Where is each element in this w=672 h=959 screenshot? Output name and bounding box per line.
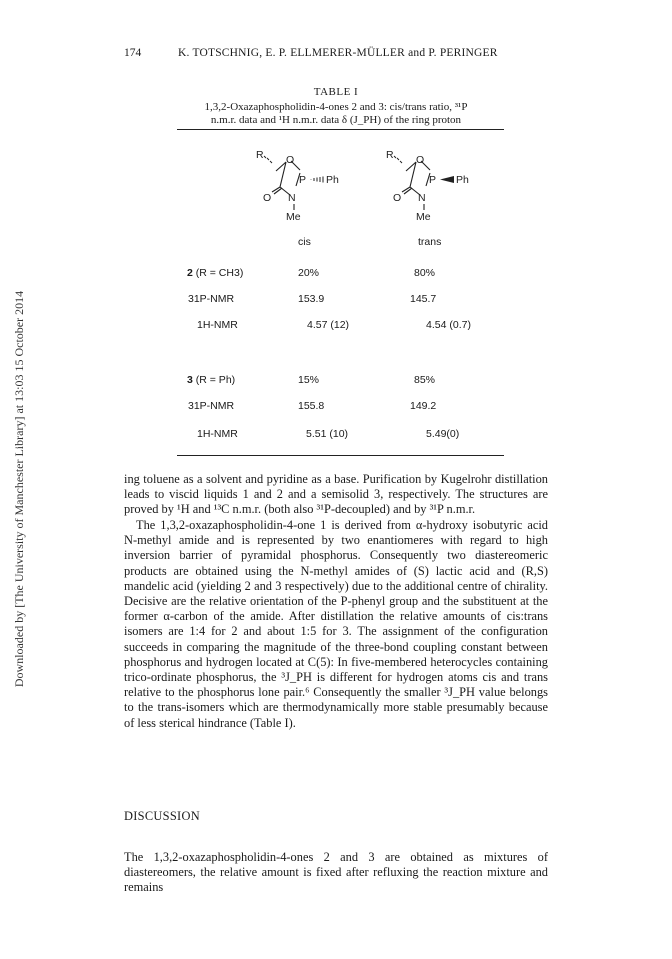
col-header-cis: cis: [298, 236, 311, 248]
paragraph-configuration-text: The 1,3,2-oxazaphospholidin-4-one 1 is derived from α-hydroxy isobutyric acid N-methyl amide and is represented by two enantiomeres with regard to high inversion barrier of pyramidal phosphorus. Consequently two diastereomeric products are obtained using the N-methyl amides of (S) lactic acid and (R,S) mandelic acid (yielding 2 and 3 respectively) due to the additional centre of chirality. Decisive are the relative orientation of the P-phenyl group and the substituent at the former α-carbon of the amide. After distillation the relative amounts of cis:trans isomers are 1:4 for 2 and about 1:5 for 3. The assignment of the configuration succeeds in comparing the magnitude of the three-bond coupling constant between phosphorus and hydrogen located at C(5): In five-membered heterocycles containing trico-ordinate phosphorus, the ³J_PH is different for hydrogen atoms cis and trans relative to the phosphorus lone pair.⁶ Consequently the smaller ³J_PH value belongs to the trans-isomers which are thermodynamically more stable presumably because of less sterical hindrance (Table I).: [124, 518, 548, 730]
trans-ph-label: Ph: [456, 174, 469, 186]
compound-3-cis-ratio: 15%: [298, 374, 320, 386]
compound-3-trans-h-shift: 5.49(0): [426, 428, 460, 440]
table-top-rule: [177, 129, 504, 130]
cis-n-label: N: [288, 192, 296, 204]
compound-3-h-nmr-label: 1H-NMR: [197, 428, 238, 440]
trans-ring-o-label: O: [416, 154, 425, 166]
trans-me-label: Me: [416, 211, 431, 223]
running-head: K. TOTSCHNIG, E. P. ELLMERER-MÜLLER and P. PERINGER: [178, 47, 498, 59]
compound-2-trans-p-shift: 145.7: [410, 293, 437, 305]
compound-2-substituent: (R = CH3): [195, 267, 244, 279]
compound-3-cis-h-shift: 5.51 (10): [306, 428, 349, 440]
compound-2-cis-ratio: 20%: [298, 267, 320, 279]
trans-r-label: R: [386, 149, 394, 161]
compound-2-label: [187, 267, 243, 279]
compound-3-trans-ratio: 85%: [414, 374, 436, 386]
compound-2-cis-p-shift: 153.9: [298, 293, 325, 305]
compound-3-cis-p-shift: 155.8: [298, 400, 325, 412]
compound-2-trans-h-shift: 4.54 (0.7): [426, 319, 471, 331]
compound-2-trans-ratio: 80%: [414, 267, 436, 279]
page-number: 174: [124, 47, 142, 59]
paragraph-discussion-text: The 1,3,2-oxazaphospholidin-4-ones 2 and 3 are obtained as mixtures of diastereomers, the relative amount is fixed after refluxing the reaction mixture and remains: [124, 850, 548, 895]
running-header: [0, 47, 672, 63]
cis-me-label: Me: [286, 211, 301, 223]
paragraph-line: proved by ¹H and ¹³C n.m.r. (both also ³¹P-decoupled) and by ³¹P n.m.r.: [124, 502, 476, 517]
cis-p-label: P: [299, 174, 307, 186]
table-caption: [124, 101, 548, 126]
trans-structure: [378, 144, 528, 224]
compound-3-number: 3: [187, 374, 193, 386]
table-caption-line2: n.m.r. data and ¹H n.m.r. data δ (J_PH) of the ring proton: [210, 113, 462, 126]
cis-r-label: R: [256, 149, 264, 161]
section-heading-discussion: DISCUSSION: [124, 809, 200, 823]
trans-p-label: P: [429, 174, 437, 186]
trans-n-label: N: [418, 192, 426, 204]
paragraph-line: ing toluene as a solvent and pyridine as a base. Purification by Kugelrohr distillation: [124, 472, 548, 486]
table-caption-line1: 1,3,2-Oxazaphospholidin-4-ones 2 and 3: cis/trans ratio, ³¹P: [204, 101, 468, 113]
paragraph-continuation: [124, 472, 548, 518]
paragraph-discussion: [124, 850, 548, 896]
trans-carbonyl-o-label: O: [393, 192, 402, 204]
compound-3-trans-p-shift: 149.2: [410, 400, 437, 412]
cis-ph-label: Ph: [326, 174, 339, 186]
compound-3-label: [187, 374, 235, 386]
compound-3-substituent: (R = Ph): [195, 374, 236, 386]
table-label: TABLE I: [313, 86, 359, 98]
paragraph-line: leads to viscid liquids 1 and 2 and a semisolid 3, respectively. The structures are: [124, 487, 548, 502]
cis-ring-o-label: O: [286, 154, 295, 166]
cis-structure: [248, 144, 398, 224]
cis-carbonyl-o-label: O: [263, 192, 272, 204]
col-header-trans: trans: [418, 236, 442, 248]
compound-3-p-nmr-label: 31P-NMR: [188, 400, 235, 412]
compound-2-h-nmr-label: 1H-NMR: [197, 319, 238, 331]
download-watermark: Downloaded by [The University of Manchester Library] at 13:03 15 October 2014: [12, 290, 26, 688]
paragraph-configuration: [124, 518, 548, 731]
table-bottom-rule: [177, 455, 504, 456]
compound-2-cis-h-shift: 4.57 (12): [307, 319, 350, 331]
trans-wedge-bond: [440, 176, 454, 183]
compound-2-p-nmr-label: 31P-NMR: [188, 293, 235, 305]
compound-2-number: 2: [187, 267, 193, 279]
